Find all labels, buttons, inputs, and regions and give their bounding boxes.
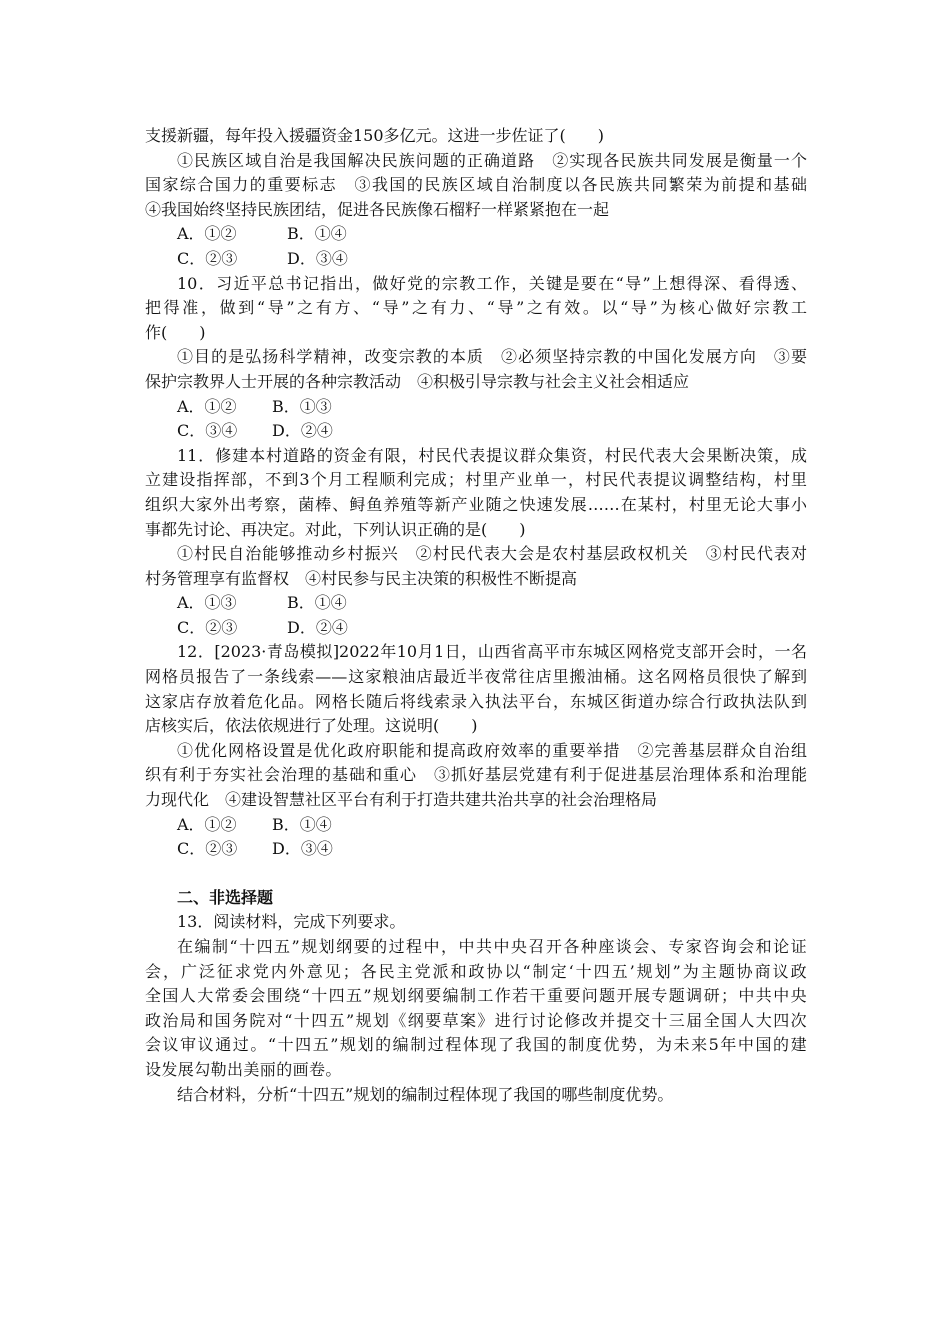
statement-line: ①村民自治能够推动乡村振兴 ②村民代表大会是农村基层政权机关 ③村民代表对 bbox=[177, 544, 807, 564]
statement-line: ①优化网格设置是优化政府职能和提高政府效率的重要举措 ②完善基层群众自治组 bbox=[177, 740, 807, 760]
question-9-stem-tail: 支援新疆，每年投入援疆资金150多亿元。这进一步佐证了( ) bbox=[145, 126, 605, 145]
option-b: B．①④ bbox=[287, 224, 347, 244]
section-non-choice bbox=[145, 886, 807, 1107]
option-d: D．③④ bbox=[272, 839, 333, 859]
statement-line: ①目的是弘扬科学精神，改变宗教的本质 ②必须坚持宗教的中国化发展方向 ③要 bbox=[177, 347, 807, 367]
section-gap bbox=[145, 862, 807, 886]
option-b: B．①④ bbox=[287, 593, 347, 613]
statement-line: 国家综合国力的重要标志 ③我国的民族区域自治制度以各民族共同繁荣为前提和基础 bbox=[145, 175, 807, 195]
statement-line: 村务管理享有监督权 ④村民参与民主决策的积极性不断提高 bbox=[145, 568, 578, 588]
material-line: 设发展勾勒出美丽的画卷。 bbox=[145, 1059, 342, 1079]
question-stem-line: 作( ) bbox=[145, 322, 206, 342]
question-12 bbox=[145, 640, 807, 861]
material-line: 在编制“十四五”规划纲要的过程中，中共中央召开各种座谈会、专家咨询会和论证 bbox=[177, 937, 807, 956]
question-stem-line: 把得准，做到“导”之有方、“导”之有力、“导”之有效。以“导”为核心做好宗教工 bbox=[145, 298, 807, 318]
question-13-requirement: 结合材料，分析“十四五”规划的编制过程体现了我国的哪些制度优势。 bbox=[177, 1084, 674, 1104]
option-d: D．③④ bbox=[287, 248, 348, 268]
section-title: 二、非选择题 bbox=[177, 887, 274, 907]
question-stem-line: 组织大家外出考察，菌棒、鲟鱼养殖等新产业随之快速发展……在某村，村里无论大事小 bbox=[145, 494, 807, 514]
question-stem-line: 网格员报告了一条线索——这家粮油店最近半夜常往店里搬油桶。这名网格员很快了解到 bbox=[145, 667, 807, 687]
option-c: C．②③ bbox=[177, 839, 238, 859]
question-stem-line: 11．修建本村道路的资金有限，村民代表提议群众集资，村民代表大会果断决策，成 bbox=[177, 445, 807, 465]
option-b: B．①③ bbox=[272, 396, 332, 416]
option-c: C．③④ bbox=[177, 421, 238, 441]
options-row bbox=[145, 837, 807, 862]
material-line: 会议审议通过。“十四五”规划的编制过程体现了我国的制度优势，为未来5年中国的建 bbox=[145, 1035, 807, 1055]
statement-line: 力现代化 ④建设智慧社区平台有利于打造共建共治共享的社会治理格局 bbox=[145, 790, 658, 810]
material-line: 全国人大常委会围绕“十四五”规划纲要编制工作若干重要问题开展专题调研；中共中央 bbox=[145, 986, 807, 1006]
option-d: D．②④ bbox=[287, 617, 348, 637]
option-a: A．①② bbox=[177, 814, 237, 834]
question-stem-line: 10．习近平总书记指出，做好党的宗教工作，关键是要在“导”上想得深、看得透、 bbox=[177, 273, 807, 293]
option-a: A．①② bbox=[177, 224, 237, 244]
question-stem-line: 这家店存放着危化品。网格长随后将线索录入执法平台，东城区街道办综合行政执法队到 bbox=[145, 691, 807, 711]
option-a: A．①② bbox=[177, 396, 237, 416]
question-9 bbox=[145, 124, 807, 272]
option-b: B．①④ bbox=[272, 814, 332, 834]
option-c: C．②③ bbox=[177, 248, 238, 268]
options-row bbox=[145, 813, 807, 838]
options-row bbox=[145, 395, 807, 420]
document-page bbox=[145, 124, 807, 1107]
material-line: 会，广泛征求党内外意见；各民主党派和政协以“制定‘十四五’规划”为主题协商议政 bbox=[145, 961, 807, 981]
question-13-stem: 13．阅读材料，完成下列要求。 bbox=[177, 912, 406, 932]
question-stem-line: 店核实后，依法依规进行了处理。这说明( ) bbox=[145, 716, 478, 736]
options-row bbox=[145, 591, 807, 616]
question-stem-line: 12．[2023·青岛模拟]2022年10月1日，山西省高平市东城区网格党支部开会时，一名 bbox=[177, 642, 807, 662]
material-line: 政治局和国务院对“十四五”规划《纲要草案》进行讨论修改并提交十三届全国人大四次 bbox=[145, 1010, 807, 1030]
options-row bbox=[145, 616, 807, 641]
option-a: A．①③ bbox=[177, 593, 237, 613]
statement-line: ①民族区域自治是我国解决民族问题的正确道路 ②实现各民族共同发展是衡量一个 bbox=[177, 150, 807, 170]
options-row bbox=[145, 222, 807, 247]
option-d: D．②④ bbox=[272, 421, 333, 441]
options-row bbox=[145, 419, 807, 444]
statement-line: ④我国始终坚持民族团结，促进各民族像石榴籽一样紧紧抱在一起 bbox=[145, 199, 610, 219]
question-10 bbox=[145, 272, 807, 444]
options-row bbox=[145, 247, 807, 272]
option-c: C．②③ bbox=[177, 617, 238, 637]
statement-line: 保护宗教界人士开展的各种宗教活动 ④积极引导宗教与社会主义社会相适应 bbox=[145, 371, 690, 391]
question-11 bbox=[145, 444, 807, 641]
question-stem-line: 事都先讨论、再决定。对此，下列认识正确的是( ) bbox=[145, 519, 526, 539]
statement-line: 织有利于夯实社会治理的基础和重心 ③抓好基层党建有利于促进基层治理体系和治理能 bbox=[145, 765, 807, 785]
question-stem-line: 立建设指挥部，不到3个月工程顺利完成；村里产业单一，村民代表提议调整结构，村里 bbox=[145, 470, 807, 490]
